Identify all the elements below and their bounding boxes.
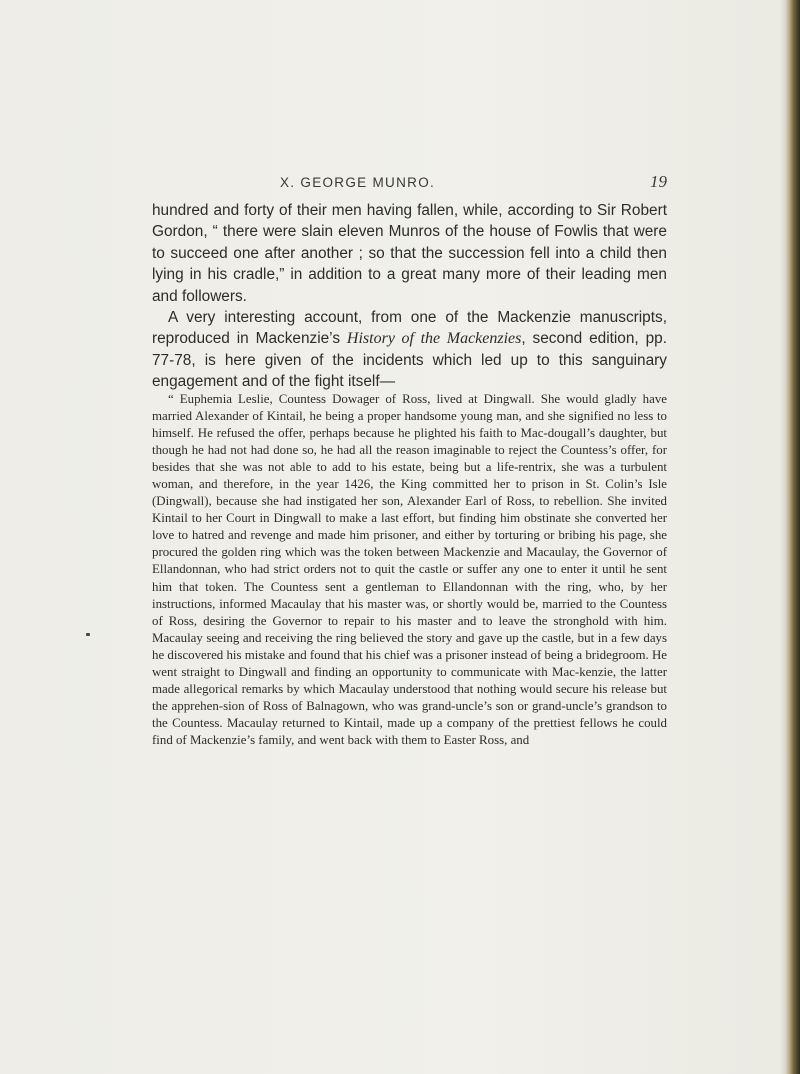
paragraph-2-tail: , second edition, pp. 77-78, is here given of the incidents which led up to this sanguinary engagement and of the fight itself—: [152, 330, 667, 391]
paragraph-2: [152, 307, 667, 393]
page-edge: [786, 0, 800, 1074]
book-title: History of the Mackenzies: [346, 330, 522, 348]
ink-speck: [86, 633, 90, 636]
paragraph-2-lead: A very interesting account, from one of the Mackenzie manuscripts, reproduced in Mackenzie’s: [152, 309, 667, 348]
running-head-title: X. GEORGE MUNRO.: [280, 175, 436, 190]
page-number: 19: [650, 172, 667, 191]
running-head: [152, 172, 667, 199]
paragraph-1: hundred and forty of their men having fallen, while, according to Sir Robert Gordon, “ there were slain eleven Munros of the house of Fowlis that were to succeed one after another ; so that the succession fell into a child then lying in his cradle,” in addition to a great many more of their leading men and followers.: [152, 202, 667, 305]
body-text: [152, 200, 667, 393]
block-quote: “ Euphemia Leslie, Countess Dowager of Ross, lived at Dingwall. She would gladly have married Alexander of Kintail, he being a proper handsome young man, and she signified no less to himself. He refused the offer, perhaps because he plighted his faith to Mac-dougall’s daughter, but though he had not had done so, he had all the reason imaginable to reject the Countess’s offer, for besides that she was not able to add to his estate, being but a life-rentrix, she was a turbulent woman, and therefore, in the year 1426, the King committed her to prison in St. Colin’s Isle (Dingwall), because she had instigated her son, Alexander Earl of Ross, to rebellion. She invited Kintail to her Court in Dingwall to make a last effort, but finding him obstinate she converted her love to hatred and revenge and made him prisoner, and either by torturing or bribing his page, she procured the golden ring which was the token between Mackenzie and Macaulay, the Governor of Ellandonnan, who had strict orders not to quit the castle or suffer any one to enter it until he sent him that token. The Countess sent a gentleman to Ellandonnan with the ring, who, by her instructions, informed Macaulay that his master was, or shortly would be, married to the Countess of Ross, desiring the Governor to repair to his master and to leave the stronghold with him. Macaulay seeing and receiving the ring believed the story and gave up the castle, but in a few days he discovered his mistake and found that his chief was a prisoner instead of being a bridegroom. He went straight to Dingwall and finding an opportunity to communicate with Mac-kenzie, the latter made allegorical remarks by which Macaulay understood that nothing would secure his release but the apprehen-sion of Ross of Balnagown, who was grand-uncle’s son or grand-uncle’s grandson to the Countess. Macaulay returned to Kintail, made up a company of the prettiest fellows he could find of Mackenzie’s family, and went back with them to Easter Ross, and: [152, 392, 667, 747]
